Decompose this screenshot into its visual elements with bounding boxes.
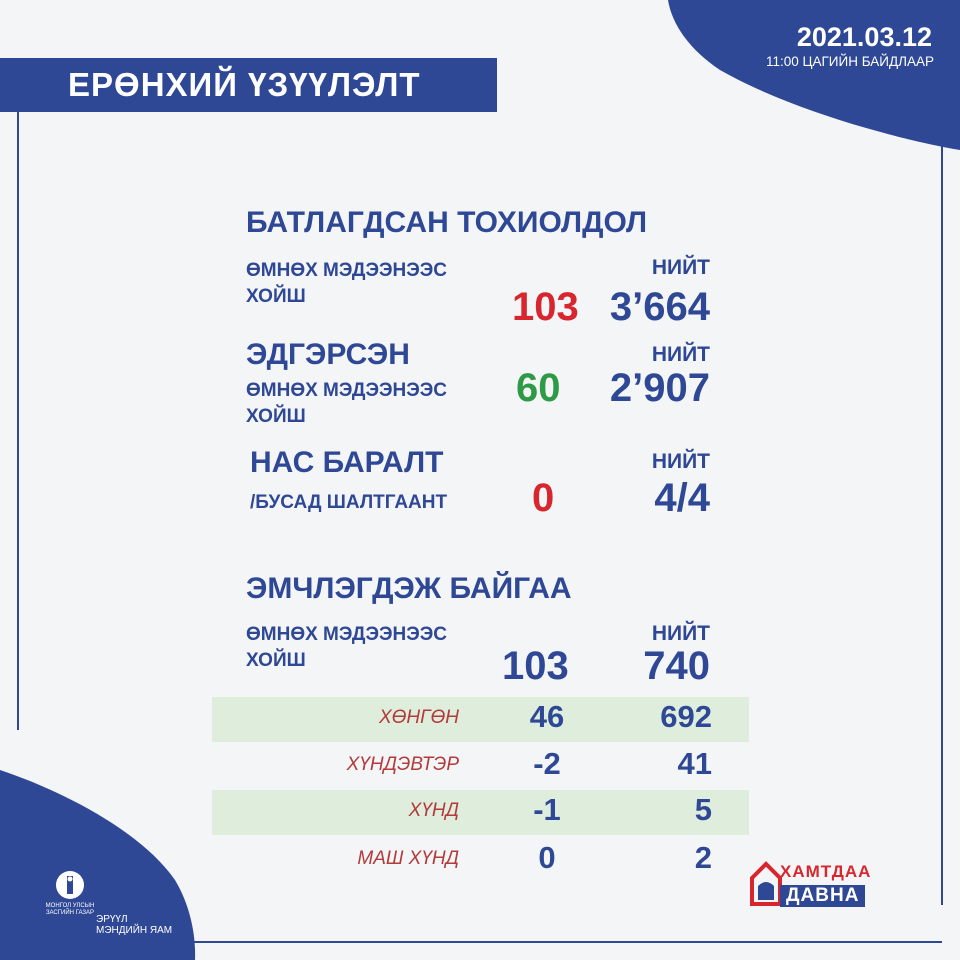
- severity-total: 2: [694, 840, 712, 875]
- government-logo: [40, 870, 100, 917]
- since-label-line1: ӨМНӨХ МЭДЭЭНЭЭС: [246, 380, 447, 401]
- severity-label: МАШ ХҮНД: [357, 848, 459, 869]
- gov-line2: ЗАСГИЙН ГАЗАР: [45, 910, 95, 916]
- severity-change: -1: [533, 792, 561, 827]
- confirmed-heading: БАТЛАГДСАН ТОХИОЛДОЛ: [246, 206, 648, 239]
- severity-total: 5: [694, 792, 712, 827]
- gov-line1: МОНГОЛ УЛСЫН: [45, 903, 95, 909]
- since-label-line1: ӨМНӨХ МЭДЭЭНЭЭС: [246, 624, 447, 645]
- treatment-new-value: 103: [502, 644, 569, 688]
- deaths-new-value: 0: [532, 476, 555, 520]
- deaths-total-value: 4/4: [654, 476, 710, 520]
- recovered-total-label: НИЙТ: [651, 343, 710, 366]
- campaign-line2: ДАВНА: [780, 885, 865, 907]
- table-row: [212, 838, 749, 883]
- treatment-total-label: НИЙТ: [651, 622, 710, 645]
- table-row: [212, 790, 749, 835]
- ministry-logo: [96, 914, 172, 936]
- recovered-total-value: 2’907: [609, 366, 710, 410]
- recovered-heading: ЭДГЭРСЭН: [246, 338, 410, 371]
- confirmed-new-value: 103: [512, 285, 579, 329]
- since-label-line2: ХОЙШ: [246, 650, 306, 671]
- severity-label: ХҮНД: [408, 800, 459, 821]
- report-time-note: 11:00 ЦАГИЙН БАЙДЛААР: [765, 54, 934, 69]
- treatment-total-value: 740: [643, 644, 710, 688]
- severity-label: ХҮНДЭВТЭР: [346, 754, 459, 775]
- since-label-line2: ХОЙШ: [246, 286, 306, 307]
- treatment-since-label: [246, 622, 447, 674]
- soyombo-emblem-icon: [55, 870, 85, 900]
- ministry-line2: МЭНДИЙН ЯАМ: [96, 925, 173, 936]
- severity-label: ХӨНГӨН: [378, 707, 459, 728]
- treatment-heading: ЭМЧЛЭГДЭЖ БАЙГАА: [246, 572, 572, 605]
- severity-total: 692: [660, 699, 712, 734]
- page-title: ЕРӨНХИЙ ҮЗҮҮЛЭЛТ: [0, 58, 497, 112]
- deaths-heading: НАС БАРАЛТ: [250, 446, 444, 479]
- deaths-sub-label: /БУСАД ШАЛТГААНТ: [250, 492, 448, 513]
- severity-total: 41: [677, 746, 712, 781]
- report-date: 2021.03.12: [796, 22, 932, 52]
- table-row: [212, 744, 749, 789]
- campaign-line1: ХАМТДАА: [780, 862, 872, 881]
- severity-change: -2: [533, 746, 561, 781]
- confirmed-total-label: НИЙТ: [651, 256, 710, 279]
- recovered-since-label: [246, 378, 447, 430]
- recovered-new-value: 60: [516, 366, 561, 410]
- deaths-total-label: НИЙТ: [651, 450, 710, 473]
- table-row: [212, 697, 749, 742]
- since-label-line1: ӨМНӨХ МЭДЭЭНЭЭС: [246, 260, 447, 281]
- confirmed-total-value: 3’664: [609, 285, 710, 329]
- severity-change: 0: [538, 840, 556, 875]
- confirmed-since-label: [246, 258, 447, 310]
- severity-change: 46: [529, 699, 565, 734]
- since-label-line2: ХОЙШ: [246, 406, 306, 427]
- campaign-logo: [746, 858, 918, 914]
- ministry-line1: ЭРҮҮЛ: [96, 914, 128, 925]
